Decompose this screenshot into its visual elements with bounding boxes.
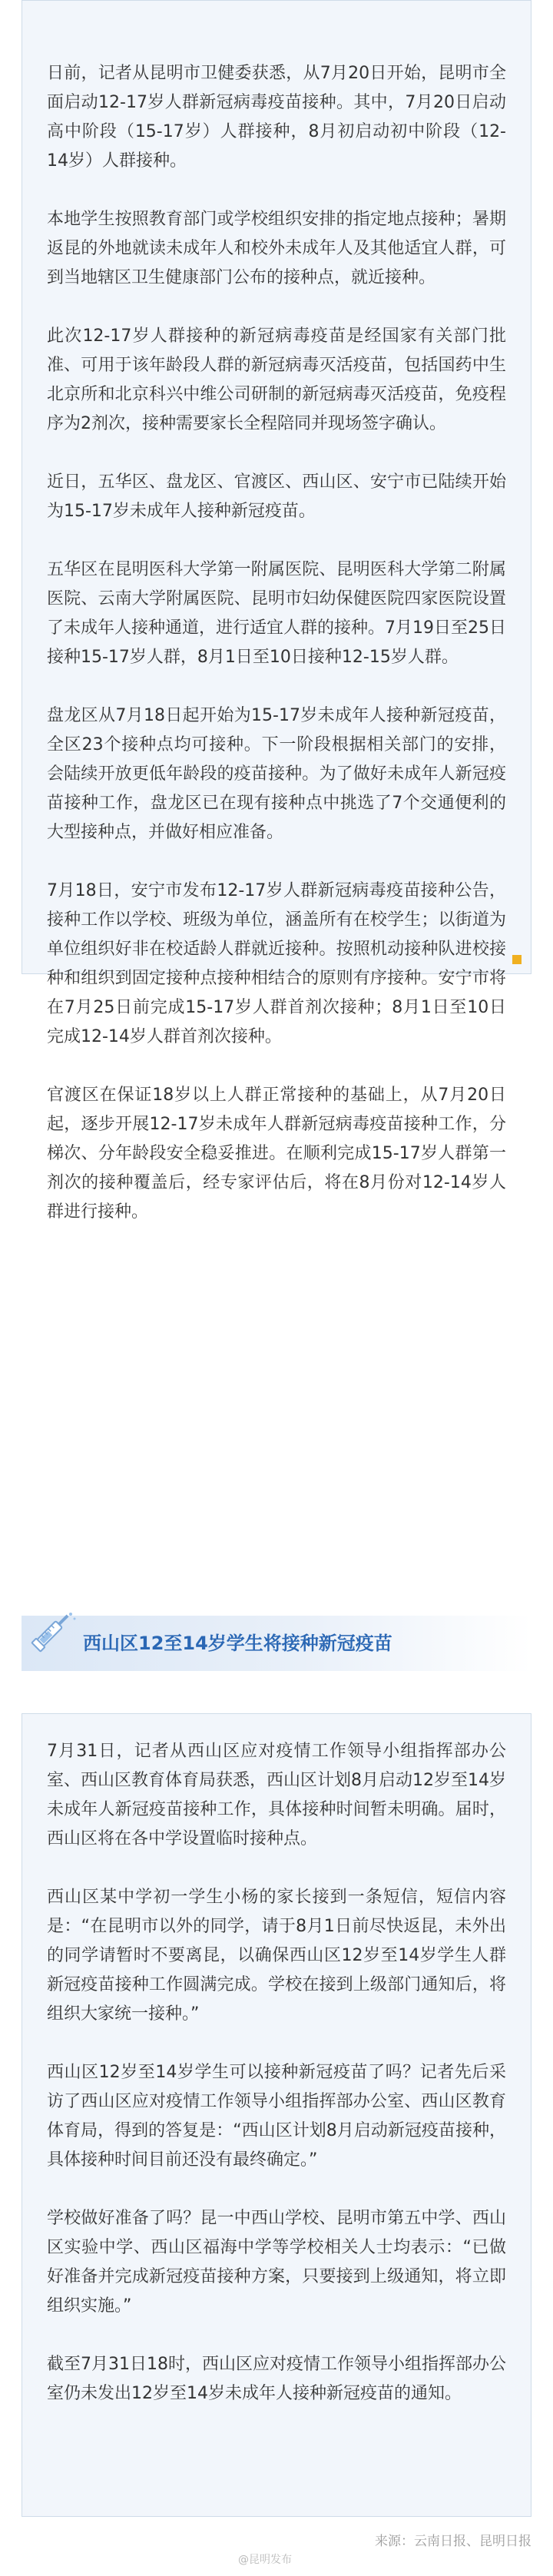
article-paragraph: 五华区在昆明医科大学第一附属医院、昆明医科大学第二附属医院、云南大学附属医院、昆明市妇幼保健医院四家医院设置了未成年人接种通道，进行适宜人群的接种。7月19日至25日接种15-17岁人群，8月1日至10日接种12-15岁人群。	[47, 560, 506, 667]
section-header	[22, 1616, 531, 1671]
article-paragraph: 西山区某中学初一学生小杨的家长接到一条短信，短信内容是：“在昆明市以外的同学，请于8月1日前尽快返昆，未外出的同学请暂时不要离昆，以确保西山区12岁至14岁学生人群新冠疫苗接种工作圆满完成。学校在接到上级部门通知后，将组织大家统一接种。”	[47, 1888, 506, 2024]
article-paragraph: 西山区12岁至14岁学生可以接种新冠疫苗了吗？记者先后采访了西山区应对疫情工作领导小组指挥部办公室、西山区教育体育局，得到的答复是：“西山区计划8月启动新冠疫苗接种，具体接种时间目前还没有最终确定。”	[47, 2063, 506, 2170]
syringe-icon	[26, 1603, 80, 1657]
section-article-card	[22, 1713, 531, 2517]
corner-accent-square	[512, 955, 522, 964]
source-credit: 来源：云南日报、昆明日报	[375, 2534, 531, 2549]
article-paragraph: 日前，记者从昆明市卫健委获悉，从7月20日开始，昆明市全面启动12-17岁人群新冠病毒疫苗接种。其中，7月20日启动高中阶段（15-17岁）人群接种，8月初启动初中阶段（12-14岁）人群接种。	[47, 64, 506, 171]
section-title: 西山区12至14岁学生将接种新冠疫苗	[83, 1633, 392, 1654]
article-paragraph: 此次12-17岁人群接种的新冠病毒疫苗是经国家有关部门批准、可用于该年龄段人群的新冠病毒灭活疫苗，包括国药中生北京所和北京科兴中维公司研制的新冠病毒灭活疫苗，免疫程序为2剂次，接种需要家长全程陪同并现场签字确认。	[47, 327, 506, 433]
article-paragraph: 学校做好准备了吗？昆一中西山学校、昆明市第五中学、西山区实验中学、西山区福海中学等学校相关人士均表示：“已做好准备并完成新冠疫苗接种方案，只要接到上级通知，将立即组织实施。”	[47, 2209, 506, 2316]
article-paragraph: 盘龙区从7月18日起开始为15-17岁未成年人接种新冠疫苗，全区23个接种点均可接种。下一阶段根据相关部门的安排，会陆续开放更低年龄段的疫苗接种。为了做好未成年人新冠疫苗接种工作，盘龙区已在现有接种点中挑选了7个交通便利的大型接种点，并做好相应准备。	[47, 706, 506, 842]
article-paragraph: 官渡区在保证18岁以上人群正常接种的基础上，从7月20日起，逐步开展12-17岁未成年人群新冠病毒疫苗接种工作，分梯次、分年龄段安全稳妥推进。在顺利完成15-17岁人群第一剂次的接种覆盖后，经专家评估后，将在8月份对12-14岁人群进行接种。	[47, 1086, 506, 1222]
article-paragraph: 近日，五华区、盘龙区、官渡区、西山区、安宁市已陆续开始为15-17岁未成年人接种新冠疫苗。	[47, 472, 506, 521]
watermark: @昆明发布	[238, 2554, 292, 2566]
article-paragraph: 截至7月31日18时，西山区应对疫情工作领导小组指挥部办公室仍未发出12岁至14岁未成年人接种新冠疫苗的通知。	[47, 2355, 506, 2403]
article-paragraph: 7月31日，记者从西山区应对疫情工作领导小组指挥部办公室、西山区教育体育局获悉，西山区计划8月启动12岁至14岁未成年人新冠疫苗接种工作，具体接种时间暂未明确。届时，西山区将在各中学设置临时接种点。	[47, 1742, 506, 1848]
intro-article-card	[22, 0, 531, 1222]
article-paragraph: 7月18日，安宁市发布12-17岁人群新冠病毒疫苗接种公告，接种工作以学校、班级为单位，涵盖所有在校学生；以街道为单位组织好非在校适龄人群就近接种。按照机动接种队进校接种和组织到固定接种点接种相结合的原则有序接种。安宁市将在7月25日前完成15-17岁人群首剂次接种；8月1日至10日完成12-14岁人群首剂次接种。	[47, 881, 506, 1046]
article-paragraph: 本地学生按照教育部门或学校组织安排的指定地点接种；暑期返昆的外地就读未成年人和校外未成年人及其他适宜人群，可到当地辖区卫生健康部门公布的接种点，就近接种。	[47, 210, 506, 287]
